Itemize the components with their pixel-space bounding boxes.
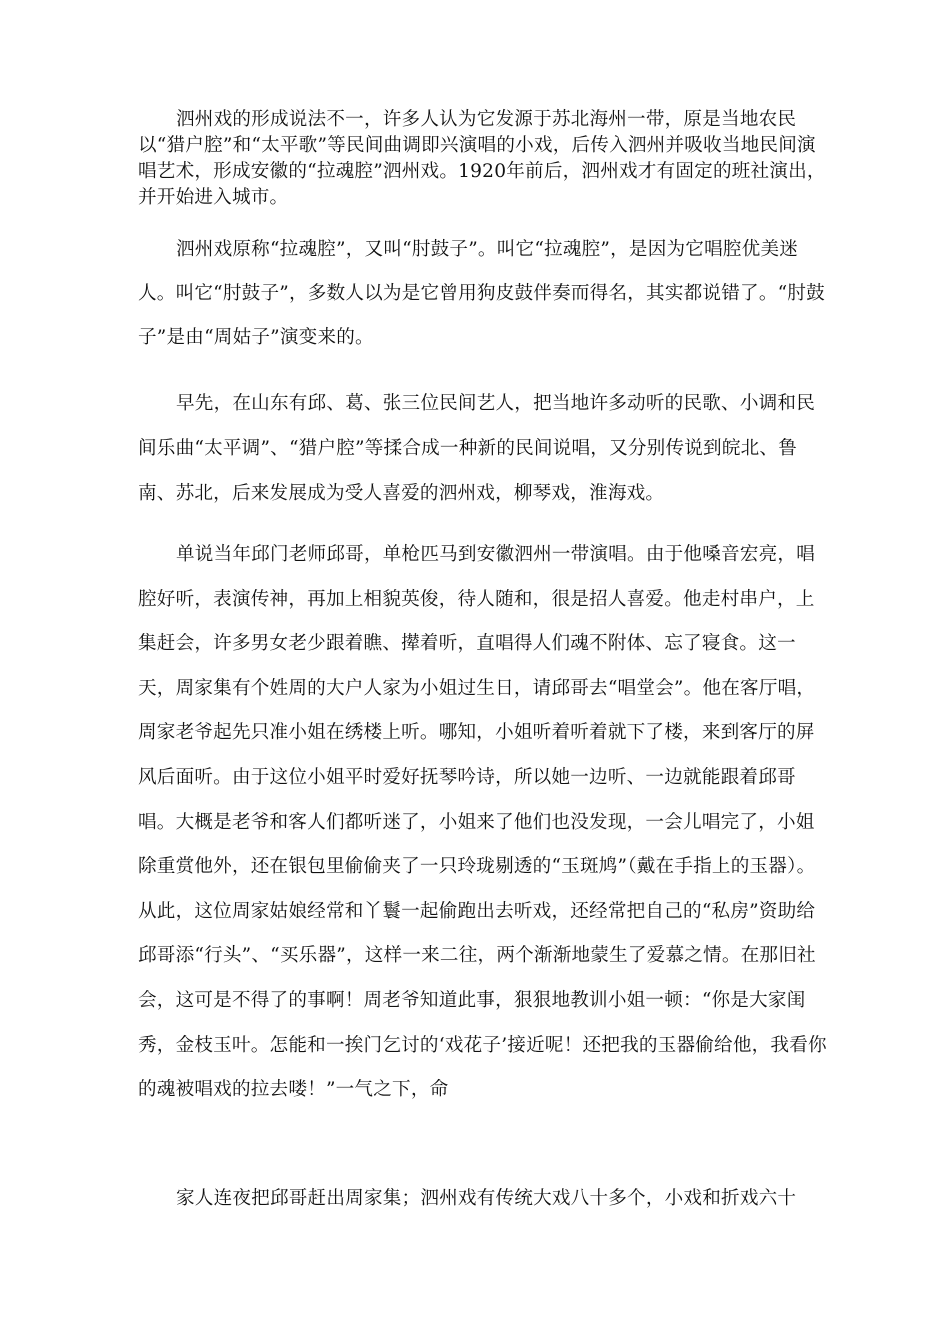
paragraph-legend: 单说当年邱门老师邱哥，单枪匹马到安徽泗州一带演唱。由于他嗓音宏亮，唱腔好听，表演传神，再加上相貌英俊，待人随和，很是招人喜爱。他走村串户，上集赶会，许多男女老少跟着瞧、撵着听，直唱得人们魂不附体、忘了寝食。这一天，周家集有个姓周的大户人家为小姐过生日，请邱哥去“唱堂会”。他在客厅唱，周家老爷起先只准小姐在绣楼上听。哪知，小姐听着听着就下了楼，来到客厅的屏风后面听。由于这位小姐平时爱好抚琴吟诗，所以她一边听、一边就能跟着邱哥唱。大概是老爷和客人们都听迷了，小姐来了他们也没发现，一会儿唱完了，小姐除重赏他外，还在银包里偷偷夹了一只玲珑剔透的“玉斑鸠”（戴在手指上的玉器）。从此，这位周家姑娘经常和丫鬟一起偷跑出去听戏，还经常把自己的“私房”资助给邱哥添“行头”、“买乐器”，这样一来二往，两个渐渐地蒙生了爱慕之情。在那旧社会，这可是不得了的事啊！周老爷知道此事，狠狠地教训小姐一顿：“你是大家闺秀，金枝玉叶。怎能和一挨门乞讨的‘戏花子’接近呢！还把我的玉器偷给他，我看你的魂被唱戏的拉去喽！”一气之下，命 <box>138 544 827 1101</box>
paragraph-early-history: 早先，在山东有邱、葛、张三位民间艺人，把当地许多动听的民歌、小调和民间乐曲“太平调”、“猎户腔”等揉合成一种新的民间说唱，又分别传说到皖北、鲁南、苏北，后来发展成为受人喜爱的泗州戏，柳琴戏，淮海戏。 <box>138 393 815 504</box>
paragraph-names: 泗州戏原称“拉魂腔”，又叫“肘鼓子”。叫它“拉魂腔”，是因为它唱腔优美迷人。叫它“肘鼓子”，多数人以为是它曾用狗皮鼓伴奏而得名，其实都说错了。“肘鼓子”是由“周姑子”演变来的。 <box>138 239 825 348</box>
paragraph-origin: 泗州戏的形成说法不一，许多人认为它发源于苏北海州一带，原是当地农民以“猎户腔”和“太平歌”等民间曲调即兴演唱的小戏，后传入泗州并吸收当地民间演唱艺术，形成安徽的“拉魂腔”泗州戏。1920年前后，泗州戏才有固定的班社演出，并开始进入城市。 <box>138 109 826 208</box>
paragraph-continuation: 家人连夜把邱哥赶出周家集；泗州戏有传统大戏八十多个，小戏和折戏六十 <box>176 1188 797 1209</box>
